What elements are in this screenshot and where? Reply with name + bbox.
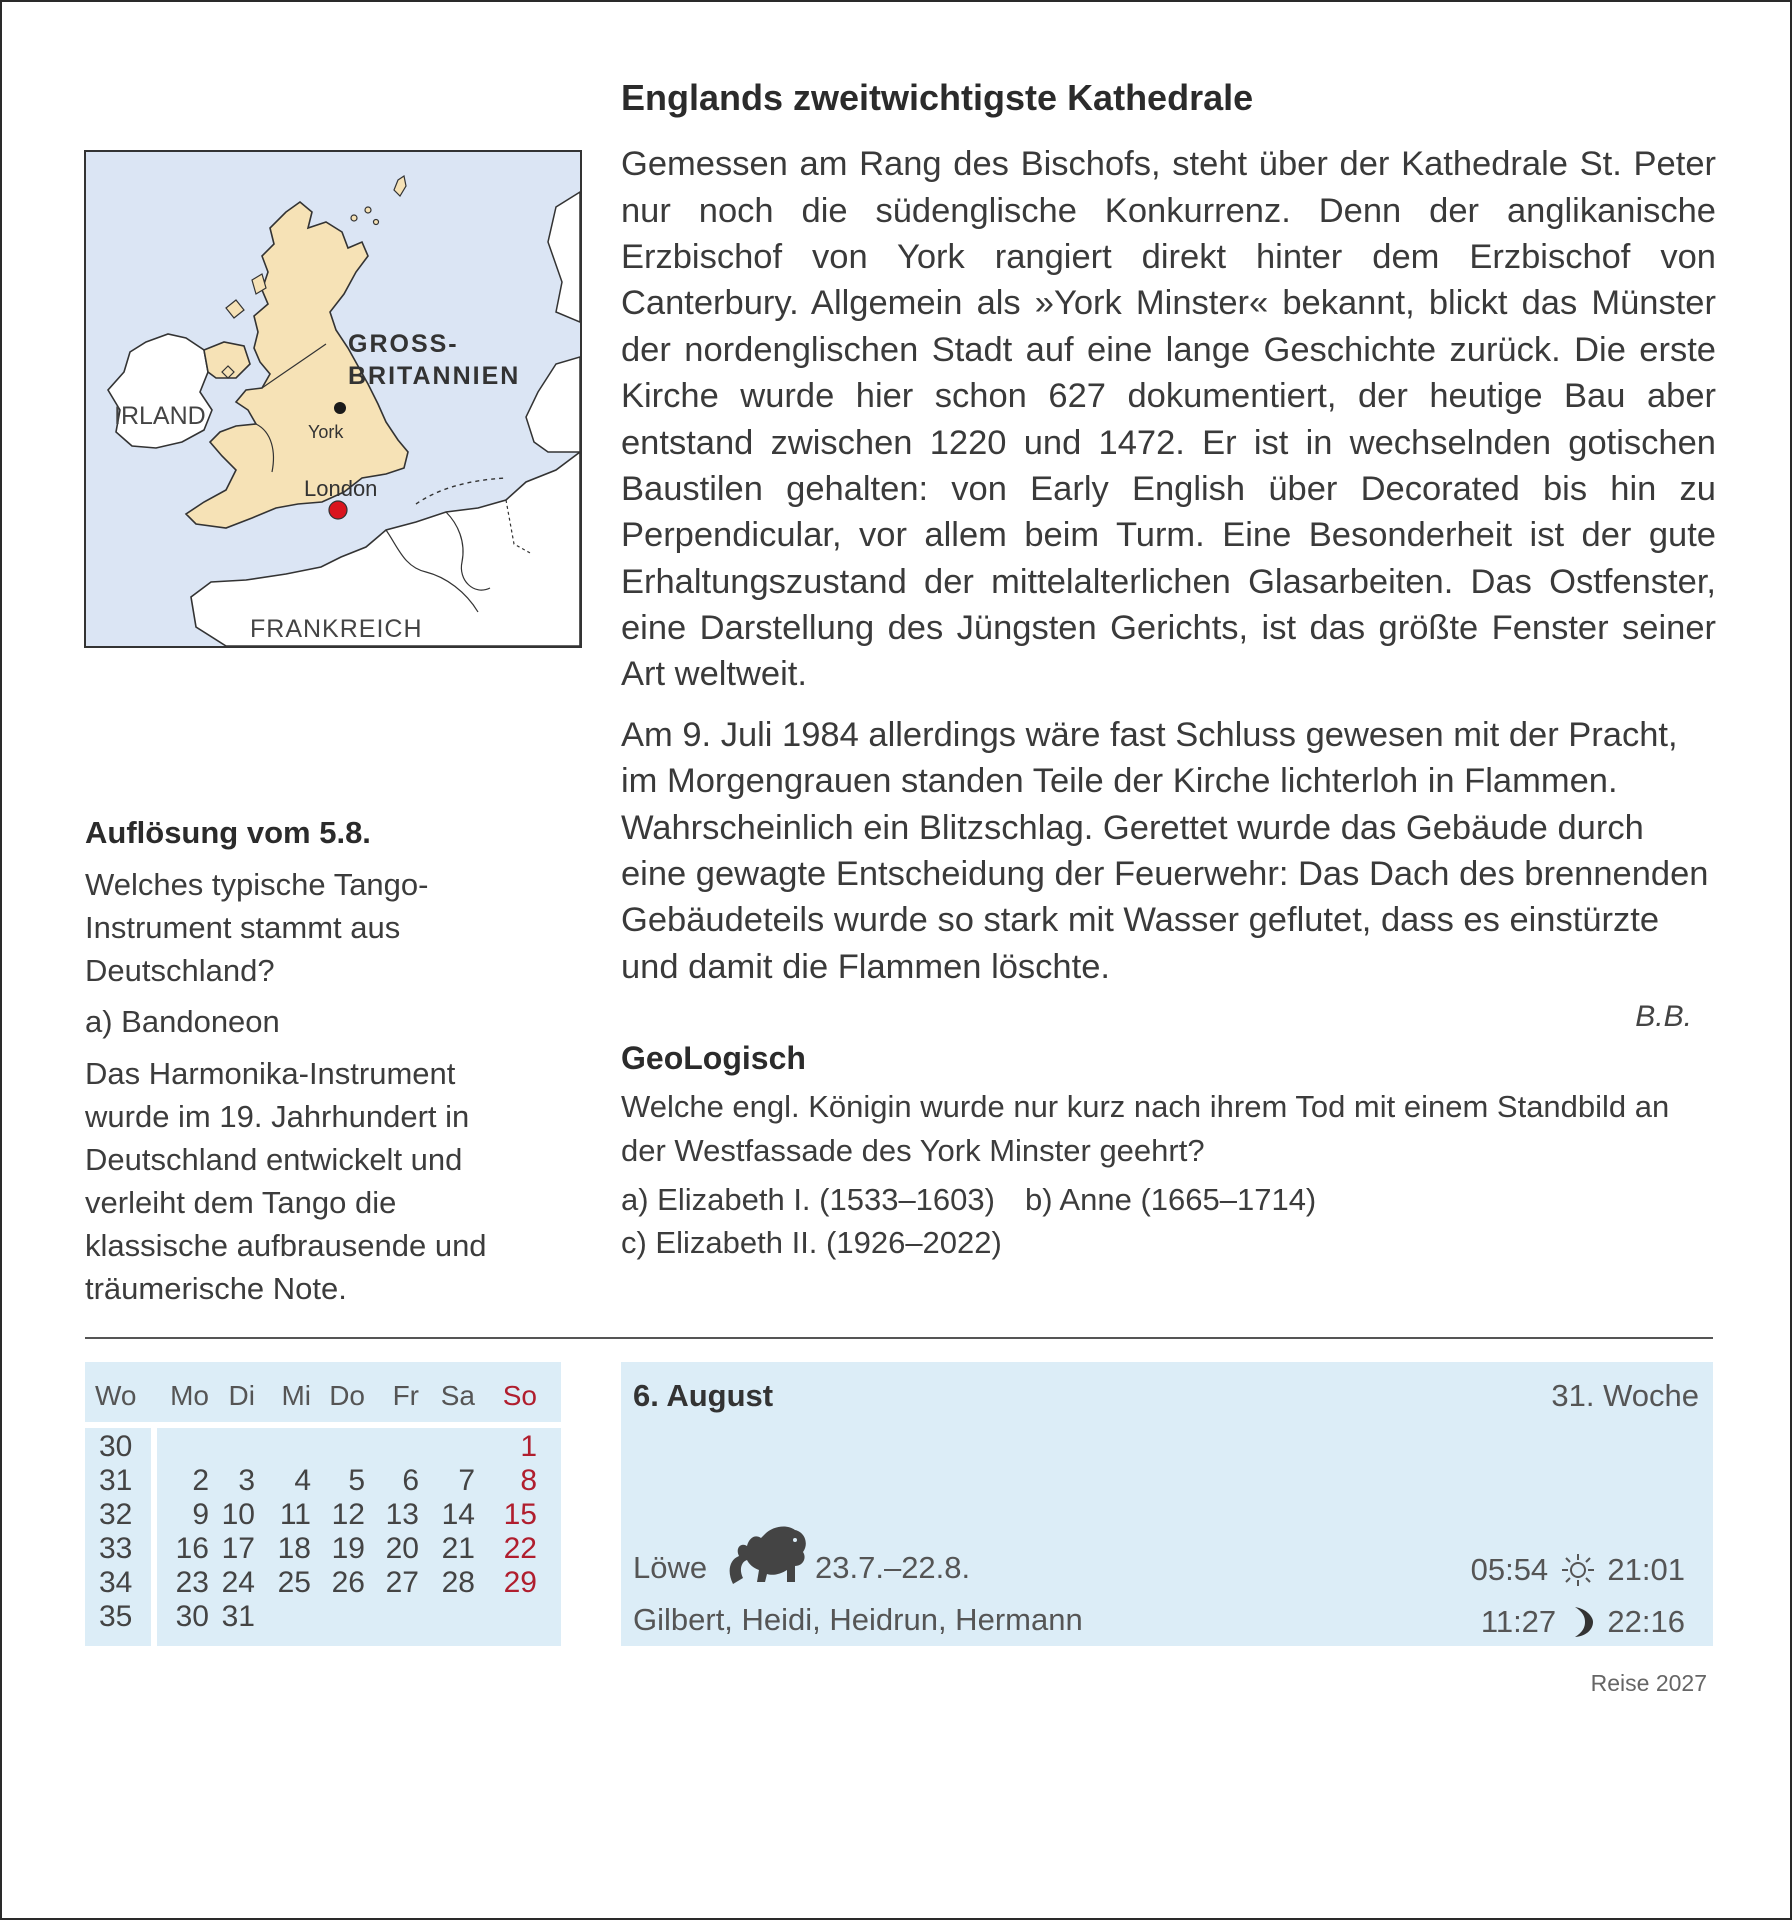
calendar-header-6: Sa <box>440 1380 475 1411</box>
calendar-header-row <box>85 1380 561 1420</box>
calendar-day: 15 <box>503 1498 537 1531</box>
calendar-day: 4 <box>294 1464 311 1497</box>
divider-line <box>85 1337 1713 1339</box>
geologisch-question: Welche engl. Königin wurde nur kurz nach ihrem Tod mit einem Standbild an der Westfassade des York Minster geehrt? <box>621 1089 1670 1168</box>
geologisch-answers-row1 <box>621 1178 1716 1221</box>
geologisch-title: GeoLogisch <box>621 1040 806 1077</box>
solution-answer: a) Bandoneon <box>85 1004 280 1040</box>
calendar-day: 14 <box>441 1498 475 1531</box>
day-date: 6. August <box>633 1378 774 1413</box>
label-york: York <box>308 422 344 442</box>
map-great-britain <box>84 150 582 648</box>
calendar-day: 26 <box>331 1566 365 1599</box>
calendar-day: 2 <box>192 1464 209 1497</box>
calendar-day: 28 <box>441 1566 475 1599</box>
calendar-header-3: Mi <box>281 1380 311 1411</box>
calendar-day: 5 <box>348 1464 365 1497</box>
solution-title: Auflösung vom 5.8. <box>85 815 371 850</box>
calendar-day: 31 <box>221 1600 255 1633</box>
moonset-time: 22:16 <box>1607 1603 1685 1639</box>
calendar-day: 21 <box>441 1532 475 1565</box>
calendar-day: 17 <box>221 1532 255 1565</box>
calendar-day: 19 <box>331 1532 365 1565</box>
calendar-day: 22 <box>503 1532 537 1565</box>
calendar-day: 24 <box>221 1566 255 1599</box>
calendar-day: 23 <box>175 1566 209 1599</box>
name-days: Gilbert, Heidi, Heidrun, Hermann <box>633 1602 1083 1637</box>
calendar-day: 18 <box>277 1532 311 1565</box>
geologisch-answer-c: c) Elizabeth II. (1926–2022) <box>621 1225 1002 1261</box>
calendar-week-number: 30 <box>99 1430 133 1463</box>
calendar-week-row <box>85 1498 561 1532</box>
sunrise-time: 05:54 <box>1470 1551 1549 1587</box>
calendar-day: 20 <box>385 1532 419 1565</box>
map-graphic <box>86 152 580 646</box>
calendar-week-row <box>85 1532 561 1566</box>
calendar-day: 30 <box>175 1600 209 1633</box>
calendar-header-2: Di <box>228 1380 255 1411</box>
moon-icon <box>1569 1605 1595 1639</box>
label-france: FRANKREICH <box>250 615 423 643</box>
label-country-line2: BRITANNIEN <box>348 362 521 390</box>
solution-box <box>85 814 545 1318</box>
article-title: Englands zweitwichtigste Kathedrale <box>621 77 1254 118</box>
calendar-day: 6 <box>402 1464 419 1497</box>
label-london: London <box>304 476 378 501</box>
calendar-header-5: Fr <box>392 1380 419 1411</box>
moon-times <box>1481 1602 1685 1640</box>
geologisch-answer-b: b) Anne (1665–1714) <box>1024 1182 1317 1217</box>
month-calendar <box>85 1362 561 1646</box>
footer-label: Reise 2027 <box>1590 1670 1707 1696</box>
calendar-day: 9 <box>192 1498 209 1531</box>
zodiac-name: Löwe <box>633 1550 708 1585</box>
calendar-day: 29 <box>503 1566 537 1599</box>
article-paragraph-2: Am 9. Juli 1984 allerdings wäre fast Schluss gewesen mit der Pracht, im Morgengrauen standen Teile der Kirche lichterloh in Flammen. Wahrscheinlich ein Blitzschlag. Gerettet wurde das Gebäude durch eine gewagte Entscheidung der Feuerwehr: Das Dach des brennenden Gebäudeteils wurde so stark mit Wasser geflutet, dass es einstürzte und damit die Flammen löschte. <box>621 715 1709 986</box>
sun-times <box>1471 1550 1685 1588</box>
calendar-day: 27 <box>385 1566 419 1599</box>
day-box <box>621 1362 1713 1646</box>
sunset-time: 21:01 <box>1607 1551 1685 1587</box>
calendar-header-4: Do <box>329 1380 365 1411</box>
solution-question: Welches typische Tango-Instrument stammt aus Deutschland? <box>85 867 429 989</box>
geologisch-answer-a: a) Elizabeth I. (1533–1603) <box>621 1182 995 1217</box>
moonrise-time: 11:27 <box>1480 1603 1557 1639</box>
london-dot <box>329 501 347 519</box>
calendar-week-row <box>85 1600 561 1634</box>
calendar-day: 11 <box>279 1498 311 1531</box>
york-dot <box>334 402 346 414</box>
article-paragraph-1: Gemessen am Rang des Bischofs, steht über der Kathedrale St. Peter nur noch die südenglische Konkurrenz. Denn der anglikanische Erzbischof von York rangiert direkt hinter dem Erzbischof von Canterbury. Allgemein als »York Minster« bekannt, blickt das Münster der nordenglischen Stadt auf eine lange Geschichte zurück. Die erste Kirche wurde hier schon 627 dokumentiert, der heutige Bau aber entstand zwischen 1220 und 1472. Er ist in wechselnden gotischen Baustilen gehalten: von Early English über Decorated bis hin zu Perpendicular, vor allem beim Turm. Eine Besonderheit ist der gute Erhaltungszustand der mittelalterlichen Glasarbeiten. Das Ostfenster, eine Darstellung des Jüngsten Gerichts, ist das größte Fenster seiner Art weltweit. <box>621 145 1716 694</box>
calendar-day: 16 <box>175 1532 209 1565</box>
calendar-week-number: 34 <box>99 1566 133 1599</box>
solution-explanation: Das Harmonika-Instrument wurde im 19. Jahrhundert in Deutschland entwickelt und verleiht dem Tango die klassische aufbrausende und träumerische Note. <box>85 1055 487 1306</box>
calendar-header-1: Mo <box>170 1380 209 1411</box>
calendar-week-number: 33 <box>99 1532 133 1565</box>
calendar-day: 1 <box>520 1430 537 1463</box>
day-week: 31. Woche <box>1551 1378 1699 1413</box>
calendar-header-7: So <box>502 1380 537 1411</box>
calendar-day: 3 <box>238 1464 255 1497</box>
calendar-day: 25 <box>277 1566 311 1599</box>
sun-icon <box>1561 1553 1595 1587</box>
lion-zodiac-icon <box>725 1522 809 1588</box>
calendar-week-row <box>85 1430 561 1464</box>
article-signature: B.B. <box>1635 1000 1692 1034</box>
label-ireland: IRLAND <box>114 402 206 430</box>
calendar-week-number: 35 <box>99 1600 133 1633</box>
calendar-day: 12 <box>331 1498 365 1531</box>
calendar-day: 10 <box>221 1498 255 1531</box>
label-country-line1: GROSS- <box>348 330 459 358</box>
calendar-day: 8 <box>520 1464 537 1497</box>
calendar-week-number: 32 <box>99 1498 133 1531</box>
calendar-week-row <box>85 1566 561 1600</box>
calendar-header-0: Wo <box>95 1380 137 1411</box>
geologisch-answers-row2 <box>621 1221 1716 1264</box>
calendar-day: 7 <box>458 1464 475 1497</box>
article <box>621 76 1716 1265</box>
calendar-day: 13 <box>385 1498 419 1531</box>
calendar-week-number: 31 <box>99 1464 133 1497</box>
calendar-week-row <box>85 1464 561 1498</box>
zodiac-range: 23.7.–22.8. <box>815 1550 971 1585</box>
